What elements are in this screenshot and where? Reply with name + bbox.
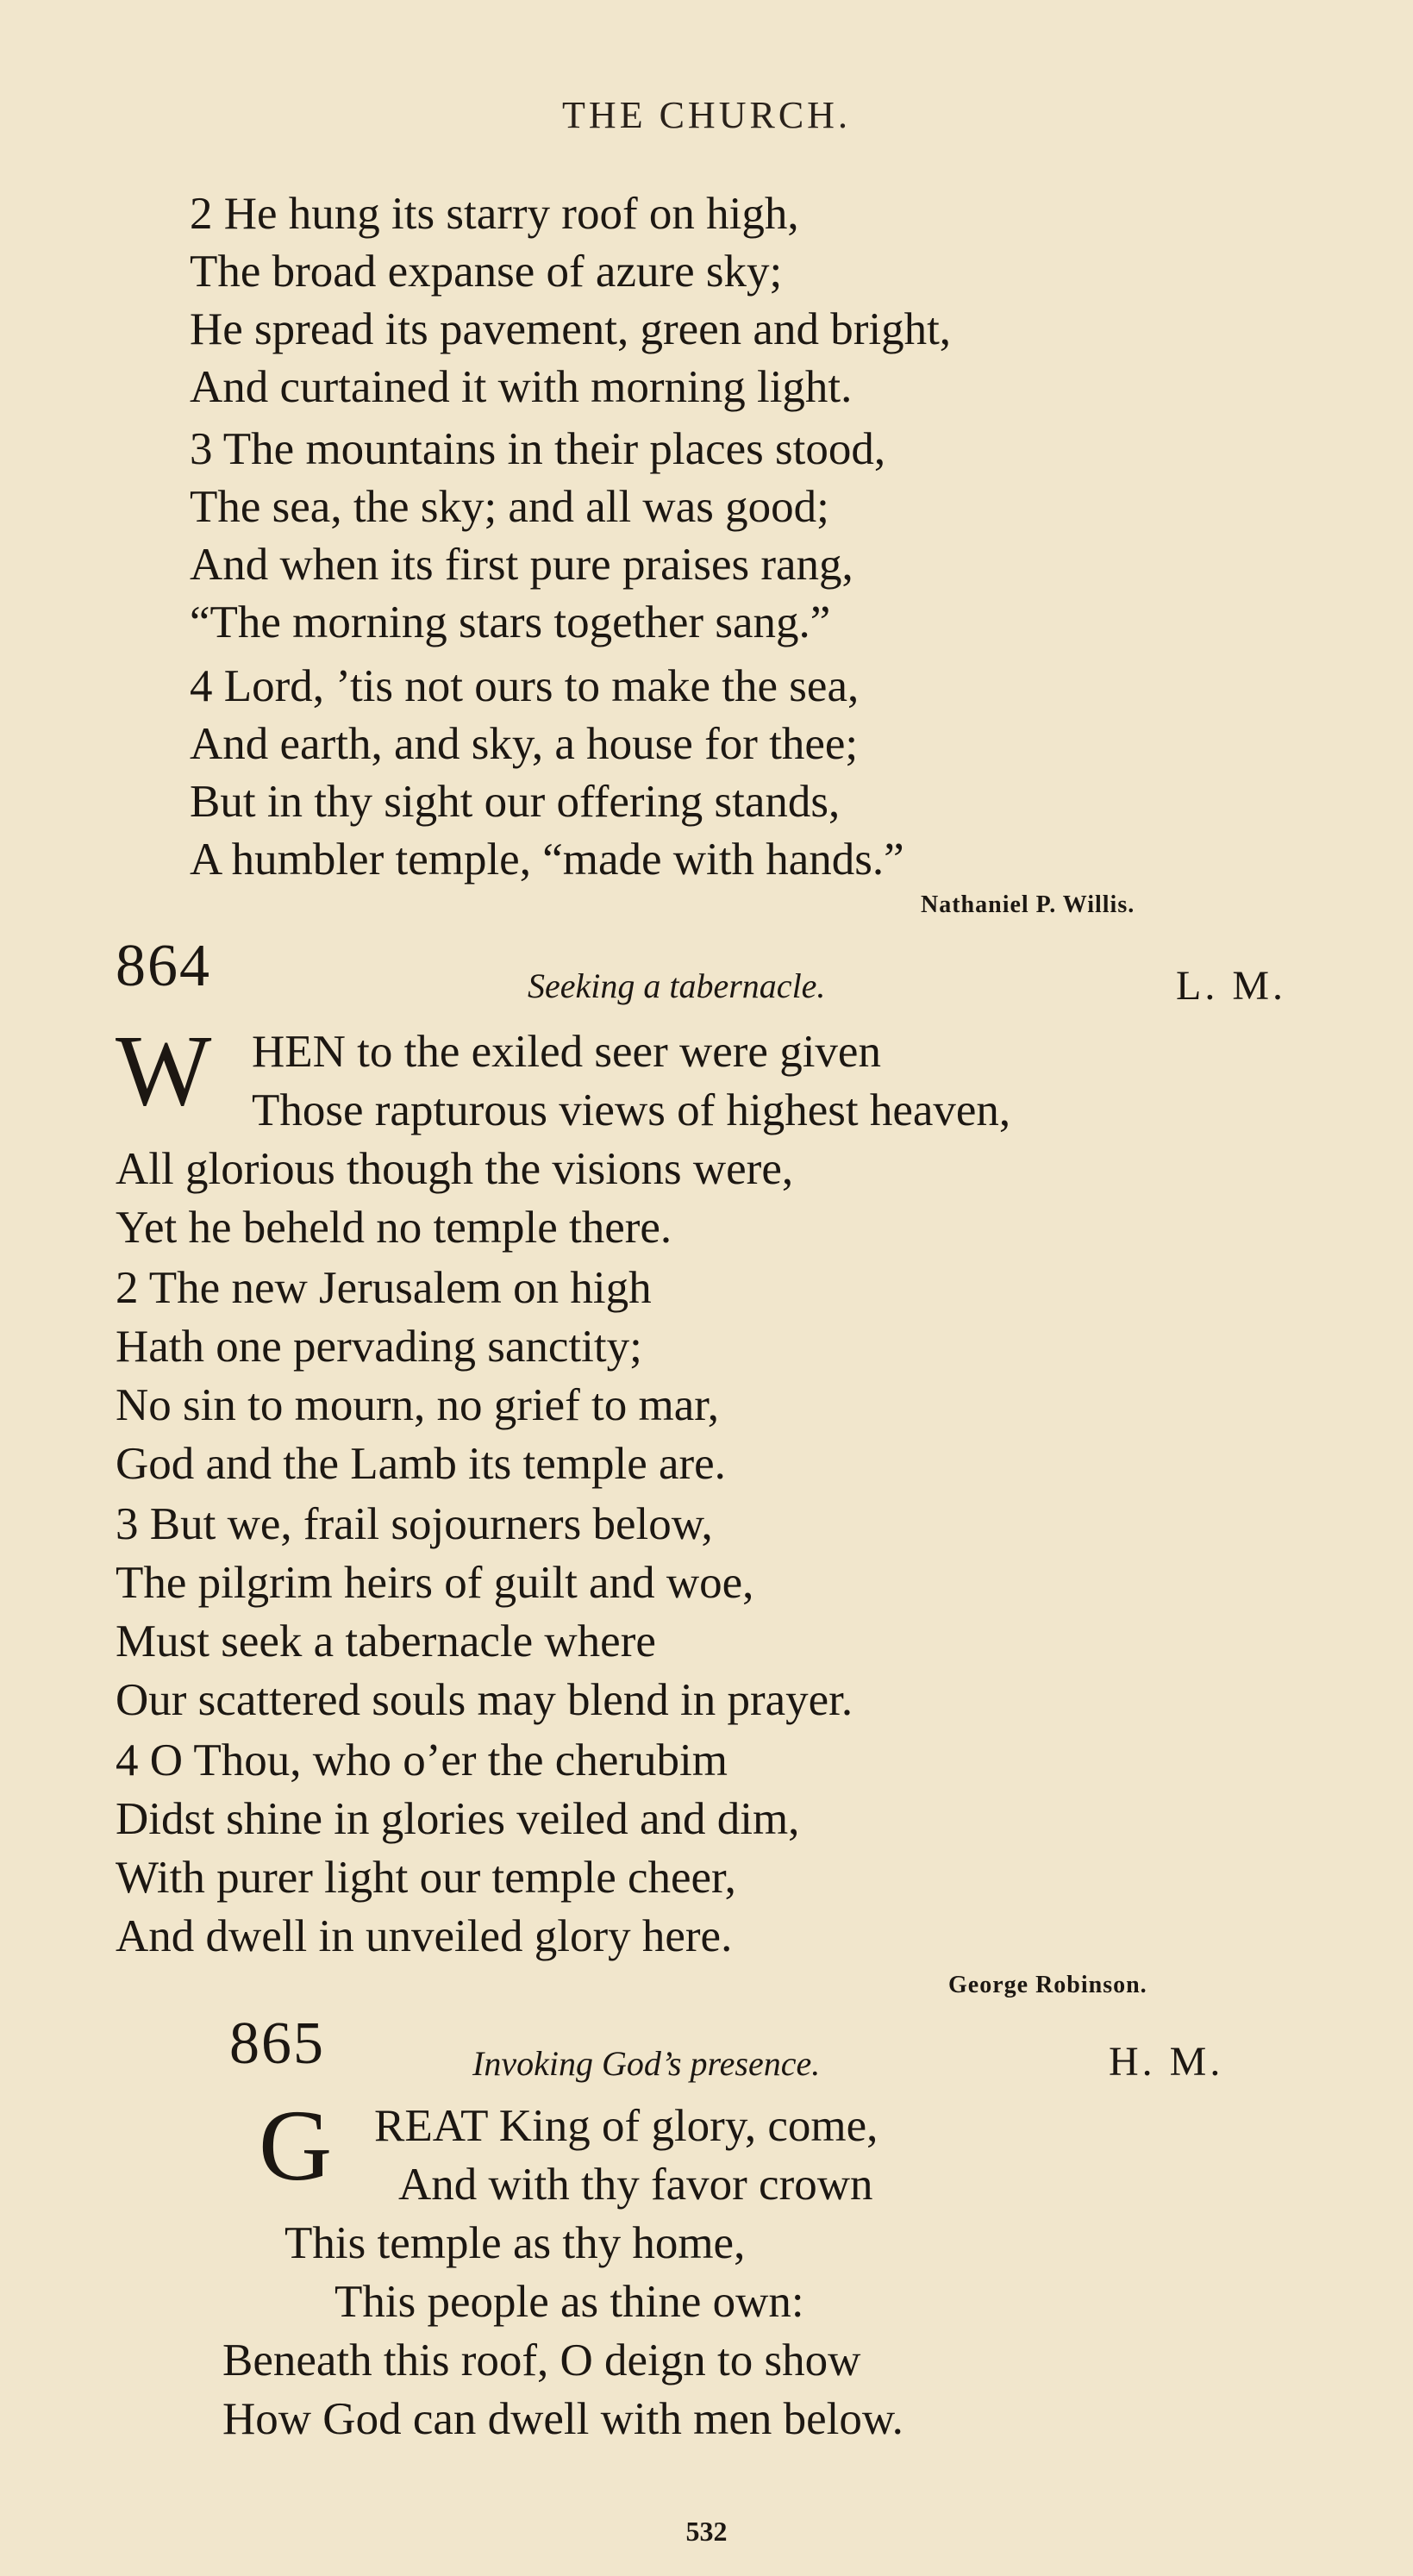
verse-line: The sea, the sky; and all was good; (190, 482, 829, 532)
hymn-meter: H. M. (1109, 2039, 1224, 2085)
verse-line: 3 But we, frail sojourners below, (116, 1499, 713, 1549)
verse-line: Beneath this roof, O deign to show (222, 2335, 861, 2385)
verse-line: 2 He hung its starry roof on high, (190, 189, 799, 239)
verse-line: God and the Lamb its temple are. (116, 1439, 726, 1489)
verse-line: 4 O Thou, who o’er the cherubim (116, 1735, 728, 1785)
hymn-author: Nathaniel P. Willis. (921, 891, 1135, 918)
verse-line: HEN to the exiled seer were given (252, 1027, 881, 1077)
hymn-meter: L. M. (1176, 963, 1286, 1009)
verse-line: 3 The mountains in their places stood, (190, 424, 886, 474)
verse-line: This people as thine own: (334, 2277, 804, 2327)
verse-line: REAT King of glory, come, (374, 2101, 878, 2151)
verse-line: How God can dwell with men below. (222, 2394, 903, 2444)
verse-line: The pilgrim heirs of guilt and woe, (116, 1558, 754, 1608)
verse-line: No sin to mourn, no grief to mar, (116, 1380, 720, 1430)
hymn-number: 865 (229, 2010, 325, 2077)
verse-line: This temple as thy home, (284, 2218, 746, 2268)
verse-line: All glorious though the visions were, (116, 1144, 794, 1194)
verse-line: “The morning stars together sang.” (190, 597, 831, 647)
verse-line: He spread its pavement, green and bright, (190, 304, 952, 354)
hymn-author: George Robinson. (948, 1972, 1147, 1998)
verse-line: 2 The new Jerusalem on high (116, 1263, 652, 1313)
verse-line: And when its first pure praises rang, (190, 540, 853, 590)
verse-line: And with thy favor crown (398, 2160, 873, 2210)
verse-line: Those rapturous views of highest heaven, (252, 1085, 1011, 1135)
verse-line: 4 Lord, ’tis not ours to make the sea, (190, 661, 860, 711)
verse-line: Yet he beheld no temple there. (116, 1203, 672, 1253)
running-head: THE CHURCH. (562, 94, 851, 136)
drop-cap: G (259, 2089, 333, 2202)
verse-line: Hath one pervading sanctity; (116, 1322, 642, 1372)
verse-line: Must seek a tabernacle where (116, 1616, 656, 1666)
verse-line: And earth, and sky, a house for thee; (190, 719, 859, 769)
hymn-subtitle: Invoking God’s presence. (472, 2044, 821, 2083)
verse-line: A humbler temple, “made with hands.” (190, 835, 904, 885)
page-number: 532 (685, 2516, 728, 2547)
drop-cap: W (116, 1014, 212, 1127)
verse-line: Our scattered souls may blend in prayer. (116, 1675, 853, 1725)
verse-line: Didst shine in glories veiled and dim, (116, 1794, 800, 1844)
hymn-subtitle: Seeking a tabernacle. (528, 966, 826, 1005)
verse-line: With purer light our temple cheer, (116, 1853, 736, 1903)
verse-line: And curtained it with morning light. (190, 362, 853, 412)
verse-line: The broad expanse of azure sky; (190, 247, 783, 297)
hymn-number: 864 (116, 933, 211, 999)
verse-line: But in thy sight our offering stands, (190, 777, 841, 827)
verse-line: And dwell in unveiled glory here. (116, 1911, 733, 1961)
